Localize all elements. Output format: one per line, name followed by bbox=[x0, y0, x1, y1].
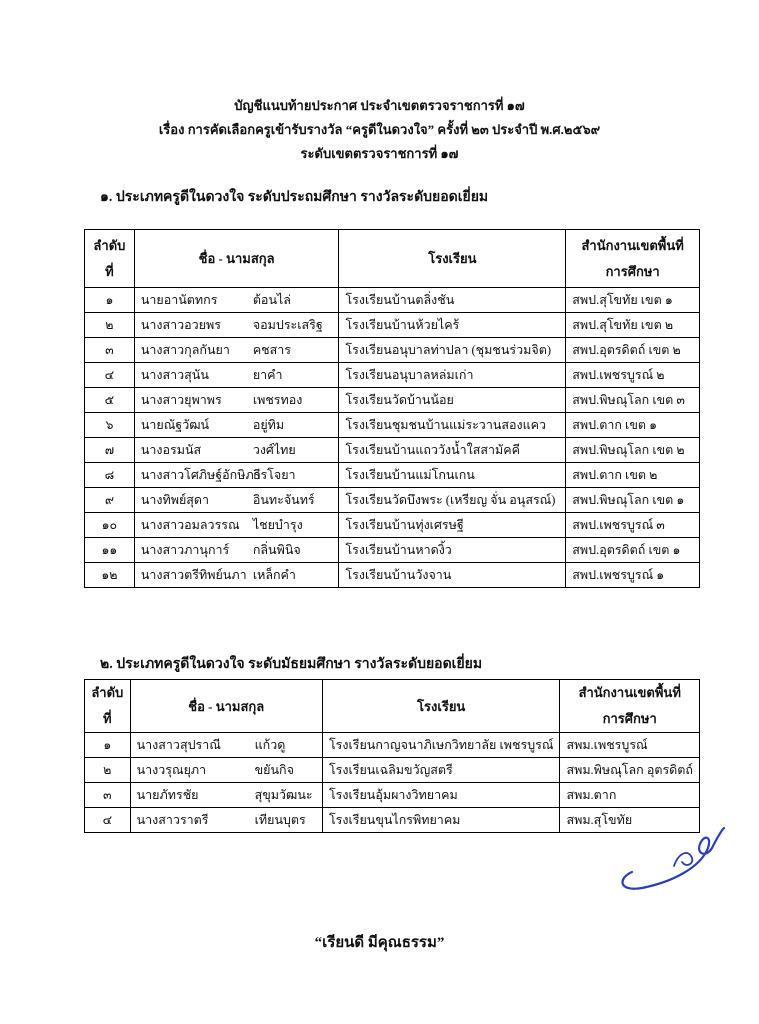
col-order-header bbox=[85, 230, 135, 288]
order-cell: ๖ bbox=[85, 413, 135, 438]
order-cell: ๓ bbox=[85, 783, 131, 808]
office-cell: สพป.อุตรดิตถ์ เขต ๒ bbox=[566, 338, 700, 363]
office-cell: สพป.พิษณุโลก เขต ๓ bbox=[566, 388, 700, 413]
col-name-header: ชื่อ - นามสกุล bbox=[134, 230, 339, 288]
order-cell: ๑๑ bbox=[85, 538, 135, 563]
school-cell: โรงเรียนบ้านห้วยไคร้ bbox=[339, 313, 566, 338]
table-row bbox=[85, 413, 700, 438]
last-name: วงศ์ไทย bbox=[252, 443, 296, 457]
first-name: นางสาวสุนัน bbox=[140, 368, 209, 382]
section-1-title: ๑. ประเภทครูดีในดวงใจ ระดับประถมศึกษา รางวัลระดับยอดเยี่ยม bbox=[100, 190, 489, 205]
school-cell: โรงเรียนวัดบ้านน้อย bbox=[339, 388, 566, 413]
last-name: เหล็กคำ bbox=[252, 568, 296, 582]
document-header bbox=[0, 94, 759, 166]
name-cell bbox=[130, 783, 322, 808]
first-name: นายอานัตทกร bbox=[140, 293, 218, 307]
signature-mark bbox=[612, 818, 732, 898]
name-cell bbox=[134, 288, 339, 313]
first-name: นางสาวอมลวรรณ bbox=[140, 518, 240, 532]
order-cell: ๑ bbox=[85, 288, 135, 313]
col-office-label-bottom: การศึกษา bbox=[605, 263, 660, 279]
name-cell bbox=[134, 488, 339, 513]
table-row bbox=[85, 783, 700, 808]
name-cell bbox=[134, 463, 339, 488]
school-cell: โรงเรียนอุ้มผางวิทยาคม bbox=[322, 783, 560, 808]
last-name: แก้วดู bbox=[254, 738, 286, 752]
name-cell bbox=[134, 513, 339, 538]
name-cell bbox=[134, 438, 339, 463]
table-header-row bbox=[85, 230, 700, 288]
footer-motto: “เรียนดี มีคุณธรรม” bbox=[314, 935, 445, 951]
col-name-header: ชื่อ - นามสกุล bbox=[130, 680, 322, 733]
name-cell bbox=[134, 563, 339, 588]
first-name: นางสาวโศภิษฐ์อักษิภา bbox=[140, 468, 261, 482]
office-cell: สพป.สุโขทัย เขต ๒ bbox=[566, 313, 700, 338]
order-cell: ๑๐ bbox=[85, 513, 135, 538]
order-cell: ๔ bbox=[85, 363, 135, 388]
header-line-2: เรื่อง การคัดเลือกครูเข้ารับรางวัล “ครูดีในดวงใจ” ครั้งที่ ๒๓ ประจำปี พ.ศ.๒๕๖๙ bbox=[158, 122, 601, 137]
order-cell: ๗ bbox=[85, 438, 135, 463]
name-cell bbox=[134, 313, 339, 338]
last-name: ต้อนไล่ bbox=[252, 293, 291, 307]
order-cell: ๕ bbox=[85, 388, 135, 413]
last-name: จอมประเสริฐ bbox=[252, 318, 323, 332]
last-name: เทียนบุตร bbox=[254, 813, 306, 827]
name-cell bbox=[134, 388, 339, 413]
office-cell: สพป.พิษณุโลก เขต ๒ bbox=[566, 438, 700, 463]
school-cell: โรงเรียนบ้านหาดงิ้ว bbox=[339, 538, 566, 563]
office-cell: สพป.สุโขทัย เขต ๑ bbox=[566, 288, 700, 313]
col-office-header bbox=[566, 230, 700, 288]
school-cell: โรงเรียนบ้านทุ่งเศรษฐี bbox=[339, 513, 566, 538]
first-name: นางสาวตรีทิพย์นภา bbox=[140, 568, 247, 582]
table-row bbox=[85, 463, 700, 488]
section-1-rows bbox=[85, 288, 700, 588]
order-cell: ๘ bbox=[85, 463, 135, 488]
col-order-label-top: ลำดับ bbox=[93, 237, 126, 253]
col-office-label-top: สำนักงานเขตพื้นที่ bbox=[578, 685, 681, 700]
office-cell: สพป.พิษณุโลก เขต ๑ bbox=[566, 488, 700, 513]
col-school-header: โรงเรียน bbox=[339, 230, 566, 288]
col-school-header: โรงเรียน bbox=[322, 680, 560, 733]
school-cell: โรงเรียนอนุบาลหล่มเก่า bbox=[339, 363, 566, 388]
office-cell: สพม.พิษณุโลก อุตรดิตถ์ bbox=[560, 758, 700, 783]
col-office-label-top: สำนักงานเขตพื้นที่ bbox=[581, 237, 684, 253]
col-order-label-top: ลำดับ bbox=[91, 685, 124, 700]
name-cell bbox=[130, 808, 322, 833]
header-line-3: ระดับเขตตรวจราชการที่ ๑๗ bbox=[300, 146, 459, 161]
school-cell: โรงเรียนเฉลิมขวัญสตรี bbox=[322, 758, 560, 783]
order-cell: ๒ bbox=[85, 758, 131, 783]
section-2-title: ๒. ประเภทครูดีในดวงใจ ระดับมัธยมศึกษา รางวัลระดับยอดเยี่ยม bbox=[100, 657, 483, 672]
table-row bbox=[85, 488, 700, 513]
col-office-label-bottom: การศึกษา bbox=[602, 711, 657, 726]
last-name: อยู่ทิม bbox=[252, 418, 285, 432]
name-cell bbox=[130, 733, 322, 758]
office-cell: สพป.อุตรดิตถ์ เขต ๑ bbox=[566, 538, 700, 563]
school-cell: โรงเรียนบ้านแถววังน้ำใสสามัคคี bbox=[339, 438, 566, 463]
col-order-label-bottom: ที่ bbox=[105, 263, 114, 279]
name-cell bbox=[134, 363, 339, 388]
table-row bbox=[85, 388, 700, 413]
table-row bbox=[85, 313, 700, 338]
table-row bbox=[85, 808, 700, 833]
table-row bbox=[85, 363, 700, 388]
office-cell: สพป.เพชรบูรณ์ ๓ bbox=[566, 513, 700, 538]
table-row bbox=[85, 513, 700, 538]
table-row bbox=[85, 288, 700, 313]
table-header-row bbox=[85, 680, 700, 733]
office-cell: สพป.เพชรบูรณ์ ๒ bbox=[566, 363, 700, 388]
table-row bbox=[85, 758, 700, 783]
order-cell: ๑ bbox=[85, 733, 131, 758]
last-name: เพชรทอง bbox=[252, 393, 303, 407]
first-name: นางวรุณยุภา bbox=[136, 763, 207, 777]
school-cell: โรงเรียนกาญจนาภิเษกวิทยาลัย เพชรบูรณ์ bbox=[322, 733, 560, 758]
name-cell bbox=[134, 538, 339, 563]
col-order-label-bottom: ที่ bbox=[103, 711, 112, 726]
first-name: นางทิพย์สุดา bbox=[140, 493, 210, 507]
office-cell: สพป.ตาก เขต ๑ bbox=[566, 413, 700, 438]
school-cell: โรงเรียนบ้านตลิ่งชัน bbox=[339, 288, 566, 313]
office-cell: สพม.เพชรบูรณ์ bbox=[560, 733, 700, 758]
first-name: นายณัฐวัฒน์ bbox=[140, 418, 210, 432]
order-cell: ๙ bbox=[85, 488, 135, 513]
first-name: นางสาวภานุการ์ bbox=[140, 543, 230, 557]
name-cell bbox=[134, 413, 339, 438]
section-2-table bbox=[84, 679, 700, 833]
table-row bbox=[85, 338, 700, 363]
col-office-header bbox=[560, 680, 700, 733]
last-name: คชสาร bbox=[252, 343, 292, 357]
office-cell: สพม.สุโขทัย bbox=[560, 808, 700, 833]
school-cell: โรงเรียนวัดบึงพระ (เหรียญ จั่น อนุสรณ์) bbox=[339, 488, 566, 513]
last-name: ไชยบำรุง bbox=[252, 518, 303, 532]
last-name: สุขุมวัฒนะ bbox=[254, 788, 313, 802]
last-name: ยาคำ bbox=[252, 368, 283, 382]
school-cell: โรงเรียนอนุบาลท่าปลา (ชุมชนร่วมจิต) bbox=[339, 338, 566, 363]
first-name: นางสาวสุปราณี bbox=[136, 738, 221, 752]
last-name: กลิ่นพินิจ bbox=[252, 543, 301, 557]
last-name: อินทะจันทร์ bbox=[252, 493, 315, 507]
col-order-header bbox=[85, 680, 131, 733]
office-cell: สพป.ตาก เขต ๒ bbox=[566, 463, 700, 488]
order-cell: ๓ bbox=[85, 338, 135, 363]
school-cell: โรงเรียนบ้านแม่โกนเกน bbox=[339, 463, 566, 488]
section-1-table bbox=[84, 229, 700, 588]
table-row bbox=[85, 438, 700, 463]
office-cell: สพป.เพชรบูรณ์ ๑ bbox=[566, 563, 700, 588]
first-name: นางสาวอวยพร bbox=[140, 318, 221, 332]
section-2-rows bbox=[85, 733, 700, 833]
school-cell: โรงเรียนบ้านวังจาน bbox=[339, 563, 566, 588]
order-cell: ๑๒ bbox=[85, 563, 135, 588]
table-row bbox=[85, 733, 700, 758]
first-name: นางอรมนัส bbox=[140, 443, 202, 457]
last-name: ธีรโจยา bbox=[252, 468, 296, 482]
table-row bbox=[85, 563, 700, 588]
first-name: นางสาวกุลกันยา bbox=[140, 343, 230, 357]
last-name: ขยันกิจ bbox=[254, 763, 294, 777]
order-cell: ๒ bbox=[85, 313, 135, 338]
school-cell: โรงเรียนชุมชนบ้านแม่ระวานสองแคว bbox=[339, 413, 566, 438]
order-cell: ๔ bbox=[85, 808, 131, 833]
first-name: นางสาวราตรี bbox=[136, 813, 209, 827]
office-cell: สพม.ตาก bbox=[560, 783, 700, 808]
name-cell bbox=[130, 758, 322, 783]
first-name: นายภัทรชัย bbox=[136, 788, 199, 802]
header-line-1: บัญชีแนบท้ายประกาศ ประจำเขตตรวจราชการที่ ๑๗ bbox=[234, 98, 525, 113]
table-row bbox=[85, 538, 700, 563]
first-name: นางสาวยุพาพร bbox=[140, 393, 222, 407]
school-cell: โรงเรียนขุนไกรพิทยาคม bbox=[322, 808, 560, 833]
name-cell bbox=[134, 338, 339, 363]
